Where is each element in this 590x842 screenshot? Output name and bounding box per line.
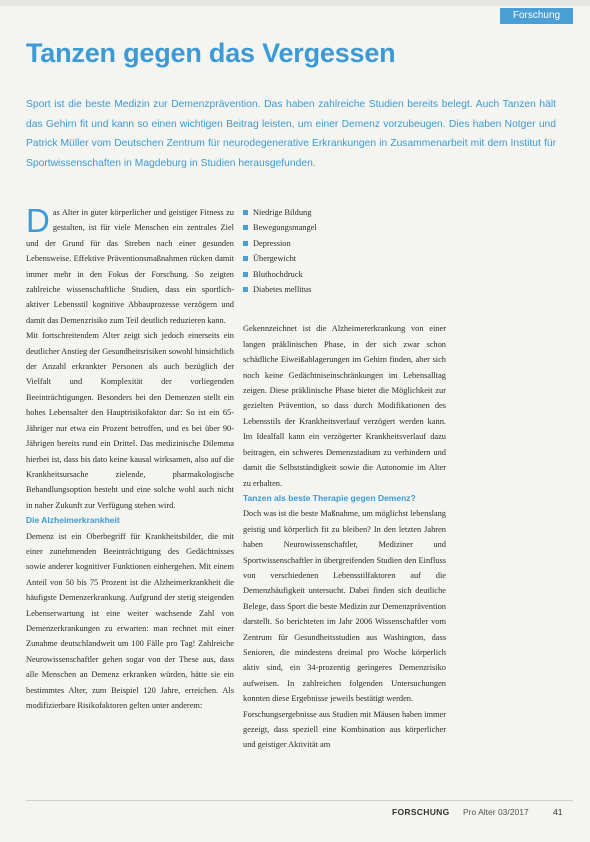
body-paragraph: Doch was ist die beste Maßnahme, um möglichst lebenslang geistig und körperlich fit zu bleiben? In den letzten Jahren haben Neurowissenschaftler, Mediziner und Sportwissenschaftler in übergreifenden Studien den Einfluss von verschiedenen Lebensstilfaktoren auf die Demenzhäufigkeit untersucht. Dabei finden sich deutliche Belege, dass Sport die beste Medizin zur Demenzprävention darstellt. So berichteten im Jahr 2006 Wissenschaftler vom Zentrum für Gesundheitsstudien aus Washington, dass Senioren, die mindestens dreimal pro Woche körperlich aktiv sind, ein 34-prozentig geringeres Demenzrisiko aufweisen. In zahlreichen folgenden Untersuchungen konnten diese Ergebnisse jeweils bestätigt werden.: [243, 509, 446, 704]
list-item: Niedrige Bildung: [243, 205, 446, 220]
footer-issue: Pro Alter 03/2017: [463, 807, 529, 817]
footer-rule: [26, 800, 573, 801]
list-item: Bewegungsmangel: [243, 220, 446, 235]
left-column: [26, 202, 234, 713]
drop-cap: D: [26, 202, 50, 239]
intro-paragraph: [26, 202, 234, 328]
intro-text: as Alter in guter körperlicher und geistiger Fitness zu gestalten, ist für viele Menschen ein zentrales Ziel und der Grund für das Streben nach einer gesunden Lebensweise. Effektive Präventionsmaßnahmen rücken damit immer mehr in den Fokus der Forschung. So zeigten zahlreiche wissenschaftliche Studien, dass ein sportlich-aktiver Lebensstil kognitive Abbauprozesse verzögern und damit das Demenzrisiko zum Teil deutlich reduzieren kann.: [26, 208, 234, 325]
list-item: Übergewicht: [243, 251, 446, 266]
article-lead: Sport ist die beste Medizin zur Demenzprävention. Das haben zahlreiche Studien bereits belegt. Auch Tanzen hält das Gehirn fit und kann so einen wichtigen Beitrag leisten, um einer Demenz vorzubeugen. Dies haben Notger und Patrick Müller vom Deutschen Zentrum für neurodegenerative Erkrankungen in Zusammenarbeit mit dem Institut für Sportwissenschaften in Magdeburg in Studien herausgefunden.: [26, 99, 556, 169]
list-item: Depression: [243, 236, 446, 251]
risk-factor-list: [243, 205, 446, 297]
footer-section: FORSCHUNG: [392, 807, 450, 817]
subheading-alzheimer: Die Alzheimerkrankheit: [26, 515, 120, 526]
body-paragraph: Gekennzeichnet ist die Alzheimererkrankung von einer langen präklinischen Phase, in der sich zwar schon schädliche Eiweißablagerungen im Gehirn finden, aber sich noch keine Gedächtniseinschränkungen im Lebensalltag zeigen. Diese präklinische Phase bietet die Möglichkeit zur gezielten Prävention, so dass durch Modifikationen des Lebensstils der Krankheitsverlauf verzögert werden kann. Im Idealfall kann ein verzögerter Krankheitsverlauf dazu beitragen, ein schweres Demenzstadium zu verhindern und damit die Selbstständigkeit sowie die Autonomie im Alter zu erhalten.: [243, 324, 446, 488]
top-rule: [0, 0, 590, 6]
body-paragraph: Forschungsergebnisse aus Studien mit Mäusen haben immer gezeigt, dass speziell eine Kombination aus körperlicher und geistiger Aktivität am: [243, 709, 446, 750]
list-item: Bluthochdruck: [243, 267, 446, 282]
body-paragraph: Mit fortschreitendem Alter zeigt sich jedoch einerseits ein deutlicher Anstieg der Gesundheitsrisiken sowohl hinsichtlich der Anzahl erkrankter Personen als auch bezüglich der Vielfalt und Komplexität der vorliegenden Beeinträchtigungen. Besonders bei den Demenzen stellt ein hohes Lebensalter den Hauptrisikofaktor dar: So ist ein 65-Jähriger nur etwa ein Prozent betroffen, und es bei über 90-Jährigen bereits rund ein Drittel. Das medizinische Dilemma hierbei ist, dass bis dato keine kausal wirksamen, also auf die Krankheitsursache zielende, pharmakologische Behandlungsoption besteht und eine solche wohl auch nicht in naher Zukunft zur Verfügung stehen wird.: [26, 331, 234, 510]
section-tag: Forschung: [500, 8, 573, 24]
list-item: Diabetes mellitus: [243, 282, 446, 297]
right-column: [243, 205, 446, 753]
body-paragraph: Demenz ist ein Oberbegriff für Krankheitsbilder, die mit einer zunehmenden Beeinträchtigung des Gedächtnisses sowie anderer kognitiver Funktionen einhergehen. Mit einem Anteil von 50 bis 75 Prozent ist die Alzheimerkrankheit die häufigste Demenzerkrankung. Aufgrund der stetig steigenden Lebenserwartung ist eine weiter wachsende Zahl von Demenzerkrankungen zu erwarten: man rechnet mit einer Zunahme deutschlandweit um 100 Fälle pro Tag! Zahlreiche Neurowissenschaftler gehen sogar von der These aus, dass alle Menschen an Demenz erkranken würden, hätte sie ein bestimmtes Alter, zum Beispiel 120 Jahre, erreichen. Als modifizierbare Risikofaktoren gelten unter anderem:: [26, 531, 234, 710]
subheading-dance-therapy: Tanzen als beste Therapie gegen Demenz?: [243, 492, 416, 503]
article-headline: Tanzen gegen das Vergessen: [26, 38, 396, 68]
page-number: 41: [553, 807, 563, 817]
